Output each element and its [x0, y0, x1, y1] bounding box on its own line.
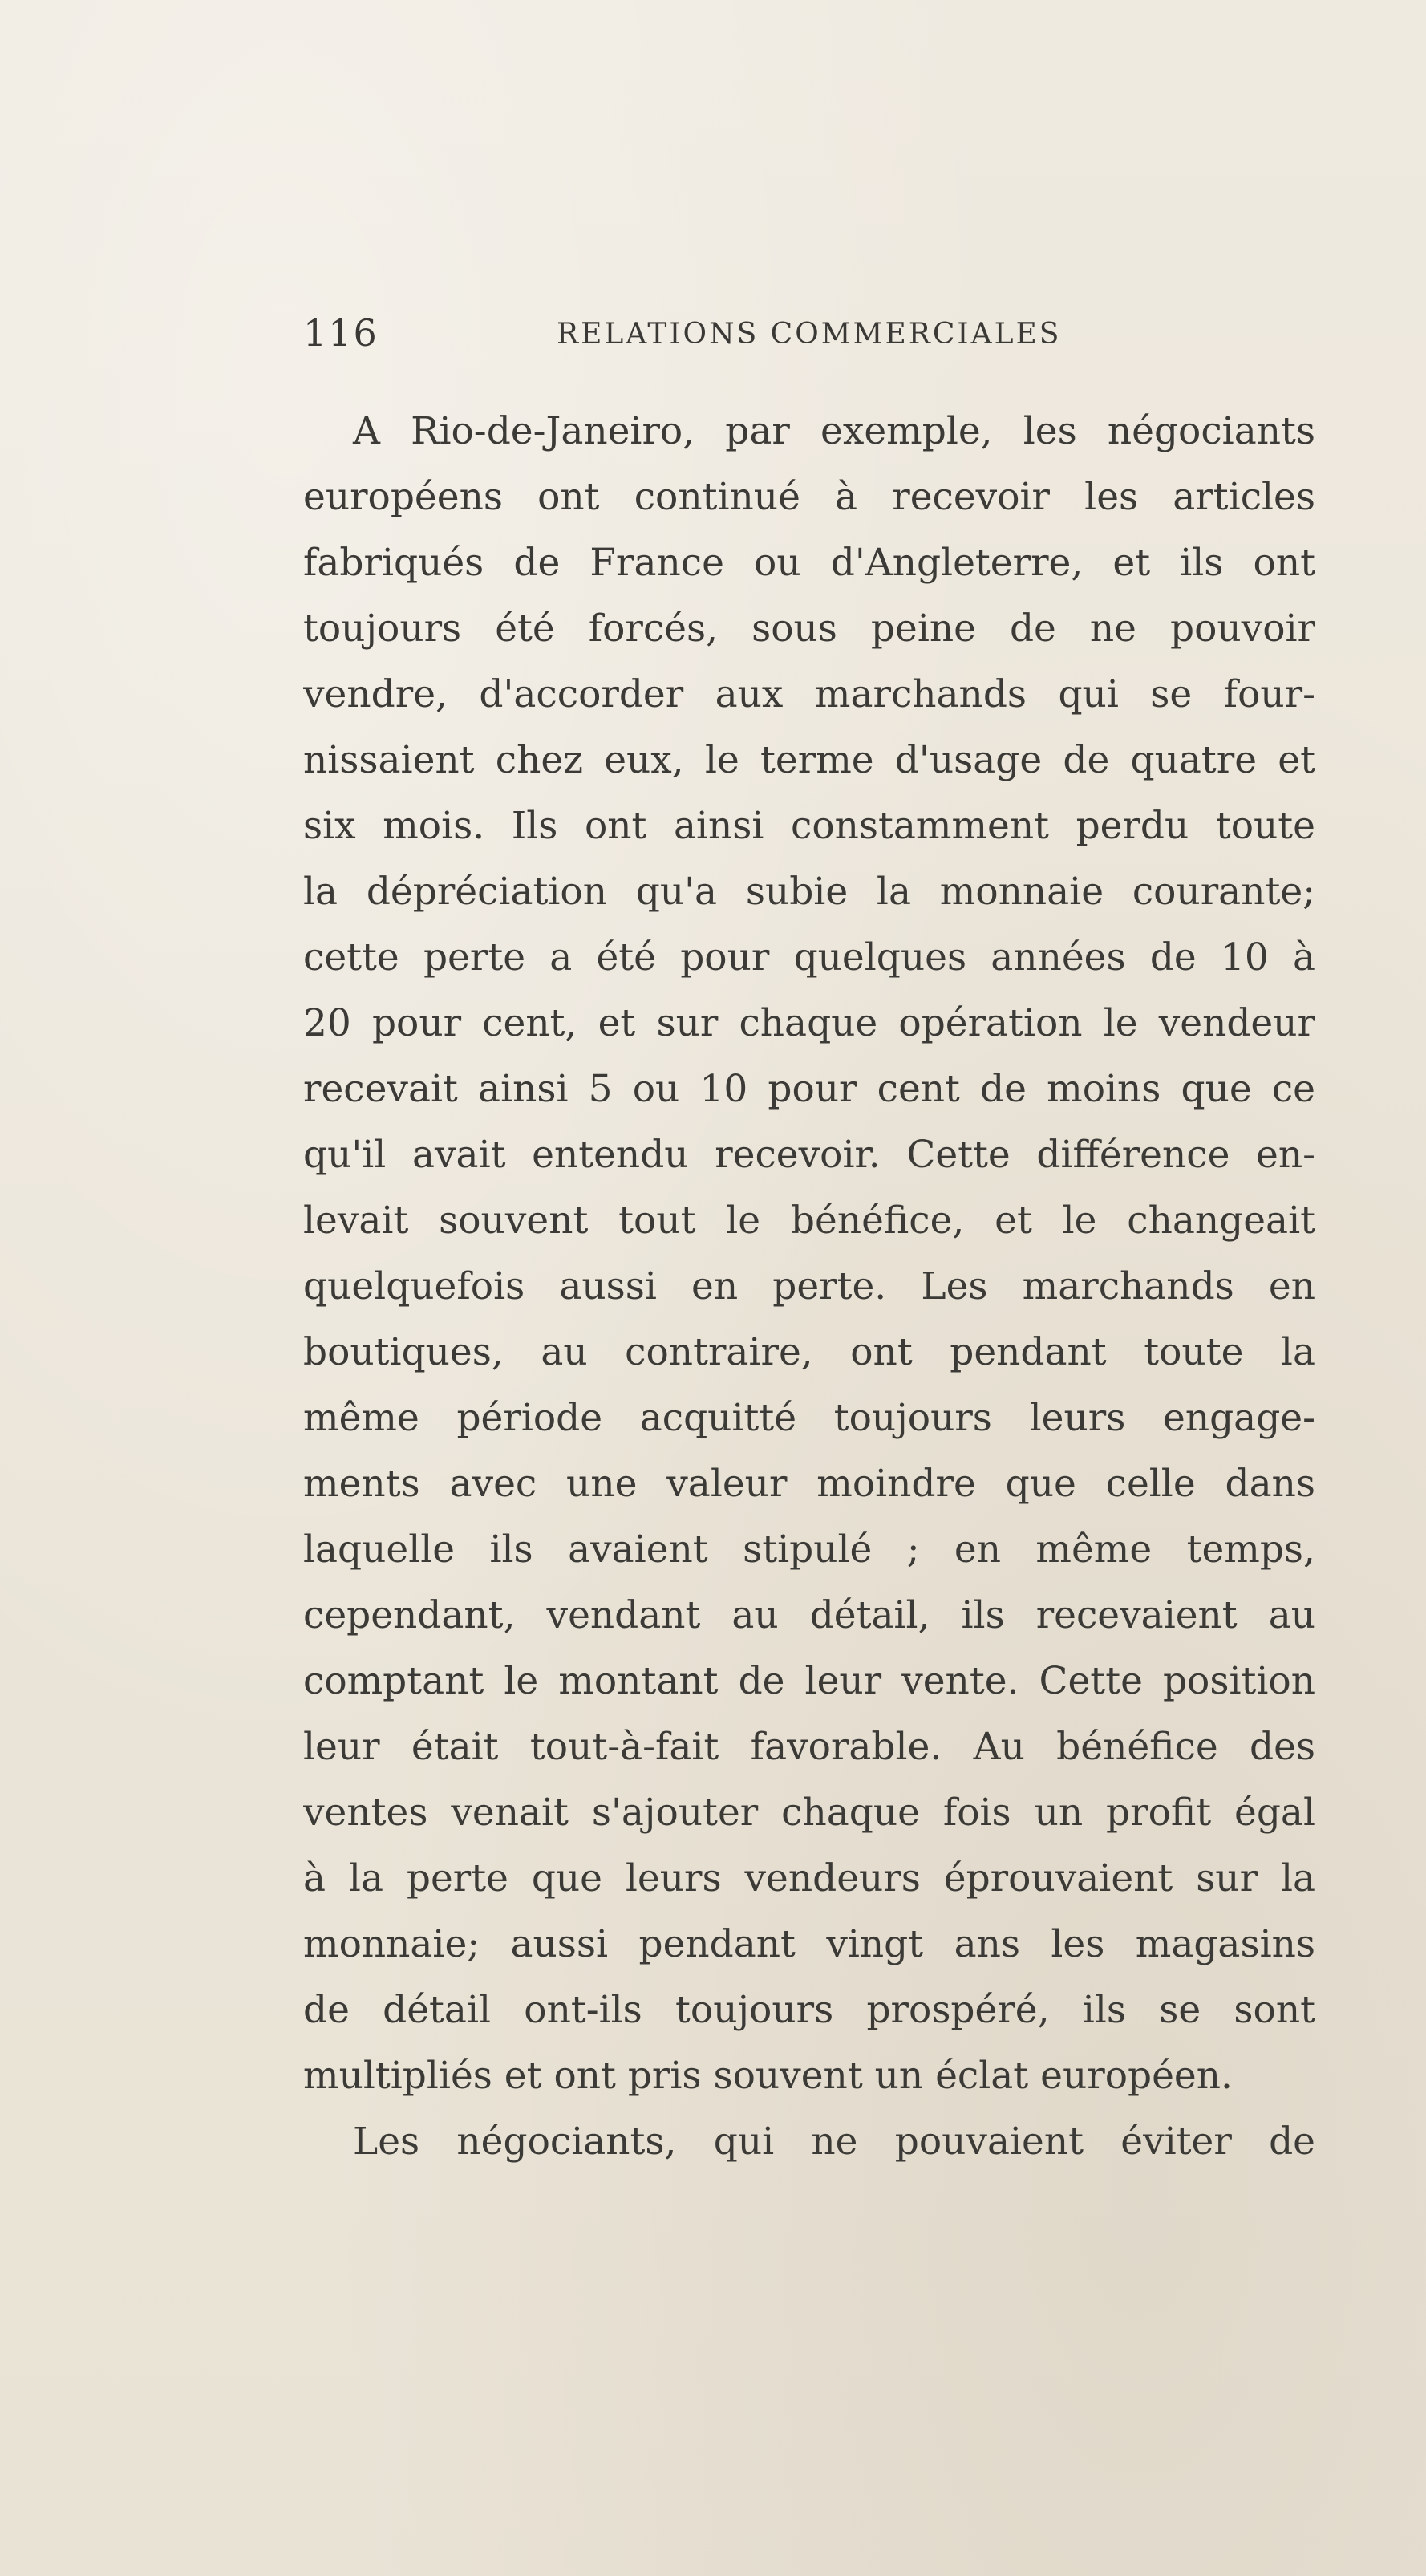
page-number: 116: [303, 311, 379, 355]
text-line: cette perte a été pour quelques années de 10 à: [303, 935, 1315, 980]
text-line: laquelle ils avaient stipulé ; en même temps,: [303, 1527, 1315, 1572]
text-line: toujours été forcés, sous peine de ne pouvoir: [303, 606, 1315, 651]
text-line: de détail ont-ils toujours prospéré, ils se sont: [303, 1988, 1315, 2032]
text-line: fabriqués de France ou d'Angleterre, et ils ont: [303, 541, 1315, 585]
running-head: RELATIONS COMMERCIALES: [557, 318, 1062, 351]
text-line: ments avec une valeur moindre que celle dans: [303, 1462, 1315, 1506]
text-line: ventes venait s'ajouter chaque fois un profit égal: [303, 1791, 1315, 1835]
text-line: la dépréciation qu'a subie la monnaie courante;: [303, 870, 1315, 914]
text-line: levait souvent tout le bénéfice, et le changeait: [303, 1199, 1315, 1243]
text-line: six mois. Ils ont ainsi constamment perdu toute: [303, 804, 1315, 848]
text-line: Les négociants, qui ne pouvaient éviter de: [353, 2120, 1315, 2164]
text-line: comptant le montant de leur vente. Cette position: [303, 1659, 1315, 1703]
text-line: vendre, d'accorder aux marchands qui se four-: [303, 672, 1315, 716]
body-text: [303, 399, 1315, 2175]
text-line: à la perte que leurs vendeurs éprouvaient sur la: [303, 1856, 1315, 1901]
text-line: européens ont continué à recevoir les articles: [303, 475, 1315, 519]
text-line: multipliés et ont pris souvent un éclat européen.: [303, 2054, 1233, 2098]
text-line: cependant, vendant au détail, ils recevaient au: [303, 1593, 1315, 1637]
text-line: recevait ainsi 5 ou 10 pour cent de moins que ce: [303, 1067, 1315, 1111]
text-line: A Rio-de-Janeiro, par exemple, les négociants: [353, 409, 1315, 453]
text-line: nissaient chez eux, le terme d'usage de quatre et: [303, 738, 1315, 782]
text-line: même période acquitté toujours leurs engage-: [303, 1396, 1315, 1440]
text-line: leur était tout-à-fait favorable. Au bénéfice des: [303, 1725, 1315, 1769]
text-line: 20 pour cent, et sur chaque opération le vendeur: [303, 1001, 1315, 1045]
text-line: quelquefois aussi en perte. Les marchands en: [303, 1264, 1315, 1308]
page-header: [303, 309, 1315, 357]
text-line: qu'il avait entendu recevoir. Cette différence en-: [303, 1133, 1315, 1177]
text-line: boutiques, au contraire, ont pendant toute la: [303, 1330, 1315, 1374]
text-line: monnaie; aussi pendant vingt ans les magasins: [303, 1922, 1315, 1966]
